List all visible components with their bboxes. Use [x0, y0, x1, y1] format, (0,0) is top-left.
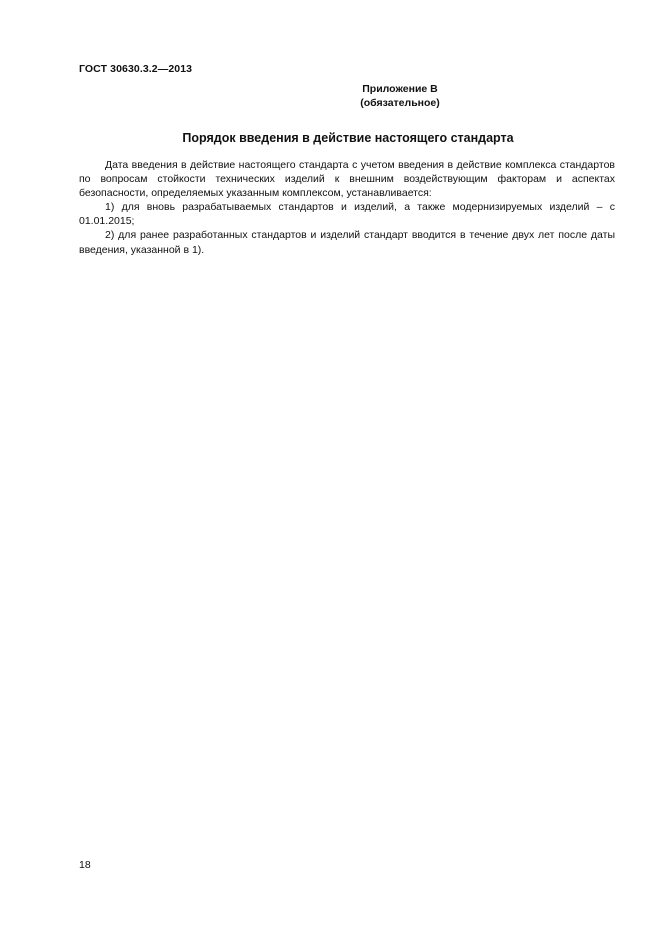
paragraph-item-1: 1) для вновь разрабатываемых стандартов и изделий, а также модернизируемых изделий – с 01.01.2015;	[79, 201, 615, 228]
body-text	[79, 158, 615, 257]
paragraph-intro: Дата введения в действие настоящего стандарта с учетом введения в действие комплекса стандартов по вопросам стойкости технических изделий к внешним воздействующим факторам и аспектах безопасности, определяемых указанным комплексом, устанавливается:	[79, 159, 615, 200]
page-number: 18	[79, 859, 91, 871]
annex-heading	[200, 82, 600, 110]
annex-status: (обязательное)	[360, 97, 440, 109]
annex-label: Приложение В	[362, 83, 438, 95]
document-code: ГОСТ 30630.3.2—2013	[79, 63, 193, 75]
paragraph-item-2: 2) для ранее разработанных стандартов и изделий стандарт вводится в течение двух лет после даты введения, указанной в 1).	[79, 229, 615, 256]
annex-title: Порядок введения в действие настоящего стандарта	[182, 131, 514, 145]
